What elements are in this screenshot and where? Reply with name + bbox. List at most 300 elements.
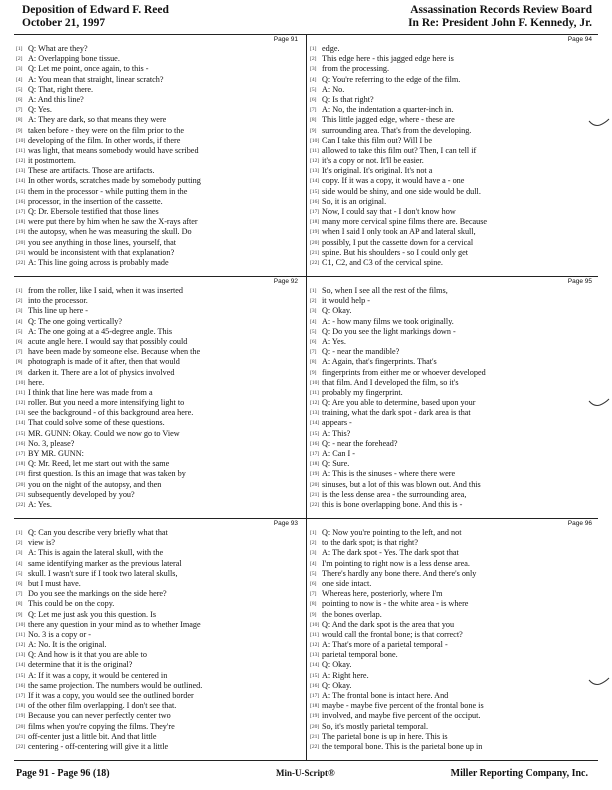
line-number: [9] <box>310 369 317 376</box>
transcript-line <box>14 306 304 316</box>
line-number: [5] <box>310 328 317 335</box>
transcript-pages <box>14 34 598 761</box>
line-number: [21] <box>16 491 26 498</box>
transcript-line <box>14 317 304 327</box>
line-text: So, it's mostly parietal temporal. <box>322 721 429 731</box>
column-divider <box>306 34 307 761</box>
line-text: allowed to take this film out? Then, I can tell if <box>322 145 477 155</box>
transcript-line <box>308 398 598 408</box>
line-number: [11] <box>310 631 319 638</box>
line-text: Q: Sure. <box>322 459 350 469</box>
line-text: you see anything in those lines, yourself, that <box>28 237 177 247</box>
line-text: edge. <box>322 44 340 53</box>
line-text: A: This is again the lateral skull, with the <box>28 548 164 558</box>
transcript-line <box>308 166 598 176</box>
line-text: Q: Let me just ask you this question. Is <box>28 609 157 619</box>
line-number: [13] <box>310 410 320 417</box>
transcript-line <box>14 630 304 640</box>
line-text: spine. But his shoulders - so I could only get <box>322 247 468 257</box>
line-text: films when you're copying the films. They're <box>28 721 175 731</box>
transcript-line <box>308 500 598 510</box>
line-text: photograph is made of it after, then that would <box>28 357 180 367</box>
line-number: [4] <box>16 318 23 325</box>
check-mark-icon <box>588 677 610 687</box>
line-number: [3] <box>16 66 23 73</box>
line-text: copy. If it was a copy, it would have a - one <box>322 176 465 186</box>
line-text: Q: Dr. Ebersole testified that those lines <box>28 207 159 216</box>
transcript-line <box>308 187 598 197</box>
transcript-line <box>308 296 598 306</box>
line-number: [5] <box>310 570 317 577</box>
line-number: [10] <box>310 379 320 386</box>
line-text: side would be shiny, and one side would be dull. <box>322 186 481 196</box>
transcript-line <box>14 429 304 439</box>
line-text: you on the night of the autopsy, and then <box>28 479 162 489</box>
line-number: [12] <box>16 158 26 165</box>
line-number: [16] <box>16 440 26 447</box>
line-number: [22] <box>310 743 320 750</box>
transcript-line <box>308 490 598 500</box>
line-number: [18] <box>310 703 320 710</box>
line-text: A: This line going across is probably made <box>28 257 169 267</box>
line-text: A: Overlapping bone tissue. <box>28 54 120 64</box>
transcript-line <box>14 85 304 95</box>
transcript-line <box>308 217 598 227</box>
line-text: it would help - <box>322 296 370 306</box>
line-number: [9] <box>16 369 23 376</box>
footer-publisher: Min-U-Script® <box>276 768 335 778</box>
transcript-line <box>308 368 598 378</box>
line-number: [14] <box>310 420 320 427</box>
transcript-line <box>308 589 598 599</box>
line-text: There's hardly any bone there. And there's only <box>322 568 477 578</box>
line-number: [6] <box>310 580 317 587</box>
line-number: [21] <box>16 733 26 740</box>
line-number: [7] <box>16 591 23 598</box>
line-number: [2] <box>310 56 317 63</box>
transcript-line <box>14 681 304 691</box>
transcript-line <box>14 217 304 227</box>
line-text: Q: And the dark spot is the area that you <box>322 619 455 629</box>
line-number: [7] <box>310 349 317 356</box>
line-number: [20] <box>310 723 320 730</box>
line-text: taken before - they were on the film prior to the <box>28 125 184 135</box>
transcript-line <box>14 528 304 538</box>
transcript-line <box>14 296 304 306</box>
transcript-line <box>308 701 598 711</box>
line-text: sinuses, but a lot of this was blown out. And this <box>322 479 481 489</box>
line-text: from the roller, like I said, when it was inserted <box>28 286 183 295</box>
line-text: Q: And how is it that you are able to <box>28 650 147 660</box>
transcript-line <box>308 388 598 398</box>
line-number: [8] <box>16 601 23 608</box>
line-text: This line up here - <box>28 306 89 316</box>
line-number: [9] <box>16 611 23 618</box>
line-number: [9] <box>310 611 317 618</box>
line-text: Can I take this film out? Will I be <box>322 135 433 145</box>
line-text: same identifying marker as the previous lateral <box>28 558 182 568</box>
footer-page-range: Page 91 - Page 96 (18) <box>16 768 110 779</box>
line-text: Q: Mr. Reed, let me start out with the same <box>28 459 170 469</box>
line-number: [19] <box>310 713 320 720</box>
line-number: [21] <box>310 733 320 740</box>
line-text: This little jagged edge, where - these are <box>322 115 455 125</box>
line-text: of the other film overlapping. I don't see that. <box>28 701 177 711</box>
transcript-page <box>308 519 598 761</box>
line-number: [17] <box>16 693 26 699</box>
line-text: A: That's more of a parietal temporal - <box>322 640 448 650</box>
line-text: from the processing. <box>322 64 390 74</box>
line-text: Q: Okay. <box>322 660 352 670</box>
line-text: A: This? <box>322 428 351 438</box>
line-number: [20] <box>16 481 26 488</box>
transcript-line <box>14 197 304 207</box>
transcript-line <box>308 357 598 367</box>
line-text: when I said I only took an AP and lateral skull, <box>322 227 476 237</box>
line-text: many more cervical spine films there are. Because <box>322 217 488 227</box>
line-number: [8] <box>16 117 23 124</box>
transcript-line <box>14 248 304 258</box>
line-text: A: The dark spot - Yes. The dark spot that <box>322 548 459 558</box>
line-number: [10] <box>16 379 26 386</box>
transcript-line <box>308 732 598 742</box>
line-text: So, it is an original. <box>322 196 387 206</box>
line-text: A: No, the indentation a quarter-inch in. <box>322 105 454 115</box>
transcript-line <box>308 408 598 418</box>
line-number: [16] <box>16 682 26 689</box>
line-number: [17] <box>310 451 320 457</box>
line-text: maybe - maybe five percent of the frontal bone is <box>322 701 484 711</box>
transcript-line <box>308 85 598 95</box>
line-number: [10] <box>310 621 320 628</box>
line-text: were put there by him when he saw the X-rays after <box>28 217 198 227</box>
line-text: training, what the dark spot - dark area is that <box>322 408 471 418</box>
line-text: It's original. It's original. It's not a <box>322 166 433 176</box>
line-text: skull. I wasn't sure if I took two lateral skulls, <box>28 568 178 578</box>
line-text: A: They are dark, so that means they were <box>28 115 167 125</box>
line-number: [4] <box>310 560 317 567</box>
transcript-line <box>308 105 598 115</box>
line-text: That could solve some of these questions. <box>28 418 165 428</box>
line-text: Q: - near the forehead? <box>322 438 398 448</box>
line-text: A: Yes. <box>322 336 346 346</box>
transcript-line <box>308 528 598 538</box>
line-number: [17] <box>16 209 26 215</box>
transcript-line <box>14 660 304 670</box>
transcript-line <box>14 44 304 54</box>
line-number: [7] <box>16 349 23 356</box>
line-text: A: The one going at a 45-degree angle. This <box>28 326 173 336</box>
transcript-line <box>14 742 304 752</box>
transcript-line <box>14 469 304 479</box>
transcript-line <box>14 166 304 176</box>
transcript-line <box>308 136 598 146</box>
transcript-line <box>14 368 304 378</box>
line-number: [12] <box>310 400 320 407</box>
line-number: [5] <box>16 328 23 335</box>
transcript-line <box>14 459 304 469</box>
page-number: Page 93 <box>273 520 298 527</box>
line-number: [22] <box>16 259 26 266</box>
transcript-line <box>14 569 304 579</box>
line-text: the bones overlap. <box>322 609 382 619</box>
transcript-line <box>14 620 304 630</box>
line-number: [18] <box>16 219 26 226</box>
line-text: see the background - of this background area here. <box>28 408 194 418</box>
transcript-line <box>14 105 304 115</box>
transcript-line <box>308 248 598 258</box>
transcript-line <box>308 347 598 357</box>
line-text: parietal temporal bone. <box>322 650 398 660</box>
transcript-line <box>14 650 304 660</box>
transcript-line <box>308 650 598 660</box>
line-number: [2] <box>16 540 23 547</box>
line-number: [6] <box>16 338 23 345</box>
transcript-line <box>14 337 304 347</box>
line-text: No. 3 is a copy or - <box>28 629 91 639</box>
header-right <box>408 4 592 30</box>
line-number: [16] <box>310 682 320 689</box>
transcript-line <box>308 630 598 640</box>
line-number: [2] <box>16 56 23 63</box>
transcript-line <box>308 459 598 469</box>
line-text: A: No. It is the original. <box>28 640 107 650</box>
transcript-line <box>14 115 304 125</box>
line-number: [19] <box>16 713 26 720</box>
transcript-lines <box>14 286 304 510</box>
transcript-line <box>14 691 304 701</box>
transcript-line <box>14 388 304 398</box>
line-text: Q: Now you're pointing to the left, and not <box>322 528 462 537</box>
transcript-line <box>308 691 598 701</box>
line-number: [1] <box>16 530 23 536</box>
line-number: [11] <box>16 631 25 638</box>
line-number: [3] <box>16 550 23 557</box>
line-text: Q: Are you able to determine, based upon your <box>322 398 476 408</box>
transcript-line <box>308 207 598 217</box>
line-text: I'm pointing to right now is a less dense area. <box>322 558 470 568</box>
transcript-line <box>308 469 598 479</box>
page-number: Page 94 <box>567 36 592 43</box>
line-text: determine that it is the original? <box>28 660 133 670</box>
line-number: [21] <box>310 249 320 256</box>
line-text: the temporal bone. This is the parietal bone up in <box>322 741 483 751</box>
line-text: Whereas here, posteriorly, where I'm <box>322 589 443 599</box>
line-number: [20] <box>16 723 26 730</box>
transcript-page <box>14 35 304 277</box>
transcript-line <box>308 480 598 490</box>
line-text: This could be on the copy. <box>28 599 115 609</box>
transcript-line <box>14 64 304 74</box>
line-text: Q: Is that right? <box>322 94 374 104</box>
line-text: possibly, I put the cassette down for a cervical <box>322 237 474 247</box>
line-text: involved, and maybe five percent of the occiput. <box>322 711 481 721</box>
line-number: [1] <box>310 46 317 52</box>
line-number: [8] <box>16 359 23 366</box>
line-text: probably my fingerprint. <box>322 387 403 397</box>
check-mark-icon <box>588 398 610 408</box>
line-number: [12] <box>16 400 26 407</box>
transcript-line <box>308 327 598 337</box>
line-number: [14] <box>310 662 320 669</box>
line-number: [15] <box>310 672 320 679</box>
transcript-line <box>308 378 598 388</box>
line-text: No. 3, please? <box>28 438 75 448</box>
line-text: Q: Can you describe very briefly what that <box>28 528 168 537</box>
line-text: to the dark spot; is that right? <box>322 538 418 548</box>
transcript-line <box>308 671 598 681</box>
line-number: [3] <box>310 308 317 315</box>
line-number: [20] <box>16 239 26 246</box>
line-number: [17] <box>16 451 26 457</box>
transcript-line <box>308 126 598 136</box>
line-text: the autopsy, when he was measuring the skull. Do <box>28 227 192 237</box>
transcript-line <box>308 95 598 105</box>
line-text: A: Right here. <box>322 670 369 680</box>
transcript-line <box>14 408 304 418</box>
transcript-line <box>14 238 304 248</box>
line-number: [3] <box>16 308 23 315</box>
transcript-page <box>14 519 304 761</box>
line-number: [14] <box>310 178 320 185</box>
transcript-line <box>308 418 598 428</box>
line-text: but I must have. <box>28 578 81 588</box>
transcript-line <box>308 559 598 569</box>
transcript-line <box>308 449 598 459</box>
transcript-line <box>14 449 304 459</box>
line-number: [4] <box>16 560 23 567</box>
page-number: Page 95 <box>567 278 592 285</box>
transcript-line <box>14 357 304 367</box>
line-number: [16] <box>310 198 320 205</box>
transcript-line <box>14 398 304 408</box>
line-text: appears - <box>322 418 352 428</box>
board-name: Assassination Records Review Board <box>410 4 592 16</box>
line-text: darken it. There are a lot of physics involved <box>28 367 175 377</box>
line-number: [12] <box>16 642 26 649</box>
line-number: [18] <box>16 703 26 710</box>
line-number: [21] <box>16 249 26 256</box>
transcript-line <box>308 75 598 85</box>
line-text: surrounding area. That's from the developing. <box>322 125 472 135</box>
line-text: A: This is the sinuses - where there were <box>322 469 456 479</box>
transcript-line <box>14 490 304 500</box>
line-text: A: And this line? <box>28 94 84 104</box>
line-number: [21] <box>310 491 320 498</box>
transcript-line <box>14 347 304 357</box>
line-number: [13] <box>310 168 320 175</box>
line-number: [19] <box>16 471 26 478</box>
transcript-line <box>14 610 304 620</box>
transcript-line <box>308 337 598 347</box>
transcript-line <box>14 54 304 64</box>
line-text: A: You mean that straight, linear scratch? <box>28 74 164 84</box>
transcript-line <box>308 317 598 327</box>
line-number: [6] <box>16 96 23 103</box>
line-number: [3] <box>310 66 317 73</box>
line-text: into the processor. <box>28 296 88 306</box>
line-text: Q: Do you see the light markings down - <box>322 326 456 336</box>
line-text: Now, I could say that - I don't know how <box>322 207 456 216</box>
line-text: Because you can never perfectly center two <box>28 711 171 721</box>
line-number: [6] <box>310 96 317 103</box>
transcript-line <box>308 579 598 589</box>
line-number: [15] <box>16 672 26 679</box>
transcript-line <box>14 378 304 388</box>
transcript-page <box>308 277 598 519</box>
line-number: [12] <box>310 642 320 649</box>
line-number: [14] <box>16 178 26 185</box>
line-text: here. <box>28 377 45 387</box>
line-text: Q: That, right there. <box>28 84 94 94</box>
transcript-line <box>308 54 598 64</box>
line-text: them in the processor - while putting them in the <box>28 186 188 196</box>
line-number: [17] <box>310 693 320 699</box>
line-number: [13] <box>16 410 26 417</box>
transcript-lines <box>14 44 304 268</box>
transcript-line <box>14 480 304 490</box>
line-number: [11] <box>16 389 25 396</box>
line-text: Q: Let me point, once again, to this - <box>28 64 149 74</box>
line-number: [6] <box>16 580 23 587</box>
line-text: there any question in your mind as to whether Image <box>28 619 201 629</box>
transcript-line <box>14 227 304 237</box>
transcript-line <box>14 327 304 337</box>
transcript-line <box>14 559 304 569</box>
line-text: Q: The one going vertically? <box>28 316 122 326</box>
line-text: A: Can I - <box>322 449 355 458</box>
transcript-line <box>14 701 304 711</box>
check-mark-icon <box>588 118 610 128</box>
line-text: that film. And I developed the film, so it's <box>322 377 459 387</box>
page-number: Page 92 <box>273 278 298 285</box>
transcript-line <box>308 439 598 449</box>
line-text: Q: Okay. <box>322 680 352 690</box>
line-text: A: - how many films we took originally. <box>322 316 454 326</box>
line-number: [2] <box>310 540 317 547</box>
transcript-line <box>14 538 304 548</box>
line-text: centering - off-centering will give it a little <box>28 741 169 751</box>
line-text: one side intact. <box>322 578 372 588</box>
transcript-line <box>14 732 304 742</box>
line-number: [22] <box>310 259 320 266</box>
transcript-line <box>308 306 598 316</box>
transcript-line <box>14 548 304 558</box>
line-number: [1] <box>16 46 23 52</box>
transcript-line <box>14 671 304 681</box>
header-left <box>22 4 169 30</box>
transcript-line <box>308 197 598 207</box>
line-text: In other words, scratches made by somebody putting <box>28 176 201 186</box>
line-text: developing of the film. In other words, if there <box>28 135 181 145</box>
line-number: [3] <box>310 550 317 557</box>
page-number: Page 91 <box>273 36 298 43</box>
transcript-line <box>14 126 304 136</box>
line-number: [4] <box>310 318 317 325</box>
line-number: [8] <box>310 117 317 124</box>
line-number: [15] <box>310 188 320 195</box>
line-text: would call the frontal bone; is that correct? <box>322 629 463 639</box>
line-number: [14] <box>16 420 26 427</box>
line-number: [15] <box>16 430 26 437</box>
line-text: A: If it was a copy, it would be centered in <box>28 670 168 680</box>
deponent-name: Deposition of Edward F. Reed <box>22 4 169 16</box>
line-text: subsequently developed by you? <box>28 489 135 499</box>
transcript-line <box>308 64 598 74</box>
line-number: [14] <box>16 662 26 669</box>
transcript-line <box>308 258 598 268</box>
page-number: Page 96 <box>567 520 592 527</box>
